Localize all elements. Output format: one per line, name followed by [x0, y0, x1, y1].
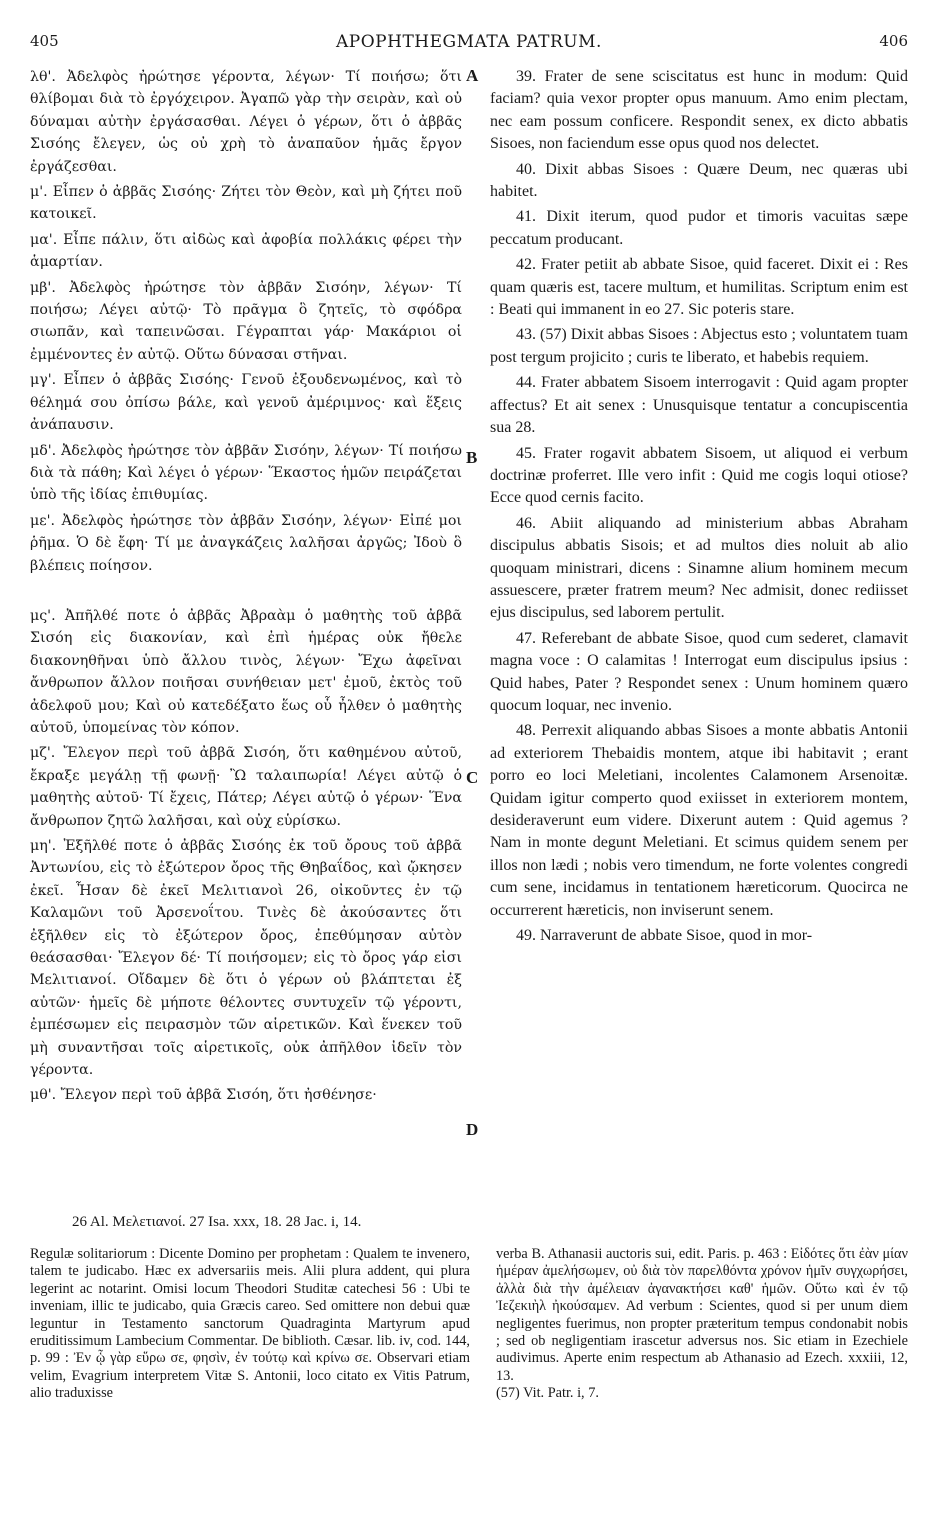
greek-paragraph-39: λθ'. Ἀδελφὸς ἠρώτησε γέροντα, λέγων· Τί ποιήσω; ὅτι θλίβομαι διὰ τὸ ἐργόχειρον. Ἀγαπῶ γὰρ τὴν σειρὰν, καὶ οὐ δύναμαι αὐτὴν ἐργάσασθαι. Λέγει ὁ γέρων, ὅτι ὁ ἀββᾶς Σισόης ἔλεγεν, ὡς οὐ χρὴ τὸ ἀναπαῦον ἡμᾶς ἔργον ἐργάζεσθαι.	[30, 69, 462, 175]
latin-paragraph-48: 48. Perrexit aliquando abbas Sisoes a monte abbatis Antonii ad exteriorem Thebaidis montem, atque ibi habitavit ; erant porro eo loci Meletiani, incolentes Calamonem Arsenoitæ. Quidam igitur comperto quod exiisset in exteriorem montem, desideraverunt eum videre. Dixerunt autem : Quid agemus ? Nam in monte degunt Meletiani. Et scimus quidem senem per illos non lædi ; nobis vero timendum, ne forte volentes congredi cum sene, incidamus in tentationem hæreticorum. Quocirca ne occurrerent hæreticis, non inviserunt senem.	[490, 722, 908, 919]
page-title: APOPHTHEGMATA PATRUM.	[336, 32, 602, 52]
greek-paragraph-46: μς'. Ἀπῆλθέ ποτε ὁ ἀββᾶς Ἀβραὰμ ὁ μαθητὴς τοῦ ἀββᾶ Σισόη εἰς διακονίαν, καὶ ἐπὶ ἡμέρας οὐκ ἤθελε διακονηθῆναι ὑπὸ ἄλλου τινὸς, λέγων· Ἔχω ἀφεῖναι ἄνθρωπον ἄλλον ποιῆσαι συνήθειαν μετ' ἐμοῦ, ἐκτὸς τοῦ ἀδελφοῦ μου; Καὶ οὐ κατεδέξατο ἕως οὗ ἦλθεν ὁ μαθητὴς αὐτοῦ, ὑπομείνας τὸν κόπον.	[30, 607, 462, 736]
margin-letter-b: B	[466, 448, 478, 467]
greek-paragraph-47: μζ'. Ἔλεγον περὶ τοῦ ἀββᾶ Σισόη, ὅτι καθημένου αὐτοῦ, ἔκραξε μεγάλῃ τῇ φωνῇ· Ὢ ταλαιπωρία! Λέγει αὐτῷ ὁ μαθητὴς αὐτοῦ· Τί ἔχεις, Πάτερ; Λέγει αὐτῷ ὁ γέρων· Ἕνα ἄνθρωπον ζητῶ λαλῆσαι, καὶ οὐχ εὑρίσκω.	[30, 745, 462, 829]
running-header	[30, 32, 908, 54]
page-number-right: 406	[879, 32, 908, 50]
greek-column	[30, 66, 462, 1107]
latin-paragraph-49: 49. Narraverunt de abbate Sisoe, quod in mor-	[516, 927, 813, 945]
greek-paragraph-42: μβ'. Ἀδελφὸς ἠρώτησε τὸν ἀββᾶν Σισόην, λέγων· Τί ποιήσω; Λέγει αὐτῷ· Τὸ πρᾶγμα ὃ ζητεῖς, τὸ σφόδρα σιωπᾶν, καὶ ταπεινῶσαι. Γέγραπται γάρ· Μακάριοι οἱ ἐμμένοντες ἐν αὐτῷ. Οὕτω δύνασαι στῆναι.	[30, 279, 462, 363]
scripture-footnotes: 26 Al. Μελετιανοί. 27 Isa. xxx, 18. 28 Jac. i, 14.	[72, 1214, 362, 1230]
greek-paragraph-43: μγ'. Εἶπεν ὁ ἀββᾶς Σισόης· Γενοῦ ἐξουδενωμένος, καὶ τὸ θέλημά σου ὀπίσω βάλε, καὶ γενοῦ ἀμέριμνος· καὶ ἕξεις ἀνάπαυσιν.	[30, 372, 462, 434]
notes-left-column	[30, 1246, 470, 1403]
latin-paragraph-47: 47. Referebant de abbate Sisoe, quod cum sederet, clamavit magna voce : O calamitas ! Interrogat eum discipulus ipsius : Quid habes, Pater ? Respondet senex : Unum hominem quæro quocum loquar, nec invenio.	[490, 629, 908, 714]
latin-paragraph-44: 44. Frater abbatem Sisoem interrogavit : Quid agam propter affectus? Et ait senex : Unusquisque tentatur a concupiscentia sua 28.	[490, 374, 908, 437]
latin-paragraph-42: 42. Frater petiit ab abbate Sisoe, quid faceret. Dixit ei : Res quam quæris est, tacere multum, et humilitas. Scriptum enim est : Beati qui immanent in eo 27. Sic poteris stare.	[490, 256, 908, 319]
latin-paragraph-45: 45. Frater rogavit abbatem Sisoem, ut aliquod ei verbum doctrinæ proferret. Ille vero infit : Quid me cogis loqui otiose? Ecce quod cernis facito.	[490, 444, 908, 507]
latin-column	[490, 66, 908, 947]
latin-paragraph-41: 41. Dixit iterum, quod pudor et timoris vacuitas sæpe peccatum producant.	[490, 208, 908, 248]
greek-paragraph-40: μ'. Εἶπεν ὁ ἀββᾶς Σισόης· Ζήτει τὸν Θεὸν, καὶ μὴ ζήτει ποῦ κατοικεῖ.	[30, 184, 462, 223]
margin-letter-d: D	[466, 1120, 479, 1139]
greek-paragraph-48: μη'. Ἐξῆλθέ ποτε ὁ ἀββᾶς Σισόης ἐκ τοῦ ὄρους τοῦ ἀββᾶ Ἀντωνίου, εἰς τὸ ἐξώτερον ὄρος τῆς Θηβαΐδος, καὶ ᾤκησεν ἐκεῖ. Ἦσαν δὲ ἐκεῖ Μελιτιανοὶ 26, οἰκοῦντες ἐν τῷ Καλαμῶνι τοῦ Ἀρσενοΐτου. Τινὲς δὲ ἀκούσαντες ὅτι ἐξῆλθεν εἰς τὸ ἐξώτερον ὄρος, ἐπεθύμησαν αὐτὸν θεάσασθαι· Ἔλεγον δέ· Τί ποιήσομεν; εἰς τὸ ὄρος γάρ εἰσι Μελιτιανοί. Οἴδαμεν δὲ ὅτι ὁ γέρων οὐ βλάπτεται ἐξ αὐτῶν· ἡμεῖς δὲ μήποτε θέλοντες συντυχεῖν τῷ γέροντι, ἐμπέσωμεν εἰς πειρασμὸν τῶν αἱρετικῶν. Καὶ ἕνεκεν τοῦ μὴ συναντῆσαι τοῖς αἱρετικοῖς, οὐκ ἀπῆλθον ἰδεῖν τὸν γέροντα.	[30, 838, 462, 1079]
greek-paragraph-49: μθ'. Ἔλεγον περὶ τοῦ ἀββᾶ Σισόη, ὅτι ἠσθένησε·	[30, 1087, 377, 1104]
notes-left-text: Regulæ solitariorum : Dicente Domino per prophetam : Qualem te invenero, talem te judicabo. Hæc ex adversariis meis. Alii plura addent, qui plura legerint ac notarint. Omisi locum Theodori Studitæ catechesi 56 : Ubi te inveniam, illic te judicabo, quia Græcis careo. Sed omittere non debui quæ leguntur in Testamento sanctorum Quadraginta Martyrum apud eruditissimum Lambecium Commentar. De biblioth. Cæsar. lib. iv, cod. 144, p. 99 : Ἐν ᾧ γὰρ εὕρω σε, φησὶν, ἐν τούτῳ καὶ κρίνω σε. Observari etiam velim, Evagrium interpretem Vitæ S. Antonii, loco citato ex Vitis Patrum, alio traduxisse	[30, 1246, 470, 1402]
latin-paragraph-46: 46. Abiit aliquando ad ministerium abbas Abraham discipulus abbatis Sisois; et ad multos dies noluit ab alio quoquam ministrari, dicens : Sinamne alium hominem mecum assuescere, præter fratrem meum? Nec admisit, donec rediisset ejus discipulus, sed laborem pertulit.	[490, 514, 908, 622]
page-number-left: 405	[30, 32, 59, 50]
margin-letter-c: C	[466, 768, 479, 787]
notes-right-column	[496, 1246, 908, 1403]
notes-right-text: verba B. Athanasii auctoris sui, edit. Paris. p. 463 : Εἰδότες ὅτι ἐὰν μίαν ἡμέραν ἀμελήσωμεν, οὐ διὰ τὸν παρελθόντα χρόνον ἡμῖν συγχωρήσει, ἀλλὰ διὰ τὴν ἀμέλειαν ἀγανακτήσει καθ' ἡμῶν. Οὕτω καὶ ἐν τῷ Ἰεζεκιὴλ ἠκούσαμεν. Ad verbum : Scientes, quod si per unum diem negligentes fuerimus, non propter præteritum tempus condonabit nobis ; sed ob negligentiam irascetur adversus nos. Sic etiam in Ezechiele audivimus. Aperte enim respectum ab Athanasio ad Ezech. xxxiii, 12, 13.	[496, 1246, 908, 1384]
greek-paragraph-41: μα'. Εἶπε πάλιν, ὅτι αἰδὼς καὶ ἀφοβία πολλάκις φέρει τὴν ἁμαρτίαν.	[30, 231, 462, 271]
greek-paragraph-44: μδ'. Ἀδελφὸς ἠρώτησε τὸν ἀββᾶν Σισόην, λέγων· Τί ποιήσω διὰ τὰ πάθη; Καὶ λέγει ὁ γέρων· Ἕκαστος ἡμῶν πειράζεται ὑπὸ τῆς ἰδίας ἐπιθυμίας.	[30, 442, 462, 504]
greek-paragraph-45: με'. Ἀδελφὸς ἠρώτησε τὸν ἀββᾶν Σισόην, λέγων· Εἰπέ μοι ῥῆμα. Ὁ δὲ ἔφη· Τί με ἀναγκάζεις λαλῆσαι ἀργῶς; Ἰδοὺ ὃ βλέπεις ποίησον.	[30, 512, 462, 574]
latin-paragraph-39: 39. Frater de sene sciscitatus est hunc in modum: Quid faciam? quia vexor propter opus manuum. Amo enim plectam, nec eam possum conficere. Respondit senex, ex dicto abbatis Sisoes, non faciendum esse opus quod nos delectet.	[490, 68, 908, 153]
notes-right-reference: (57) Vit. Patr. i, 7.	[496, 1385, 599, 1402]
margin-letter-a: A	[466, 66, 479, 85]
latin-paragraph-40: 40. Dixit abbas Sisoes : Quære Deum, nec quæras ubi habitet.	[490, 160, 908, 201]
latin-paragraph-43: 43. (57) Dixit abbas Sisoes : Abjectus esto ; voluntatem tuam post tergum projicito ; curis te liberato, et habebis requiem.	[490, 326, 908, 366]
